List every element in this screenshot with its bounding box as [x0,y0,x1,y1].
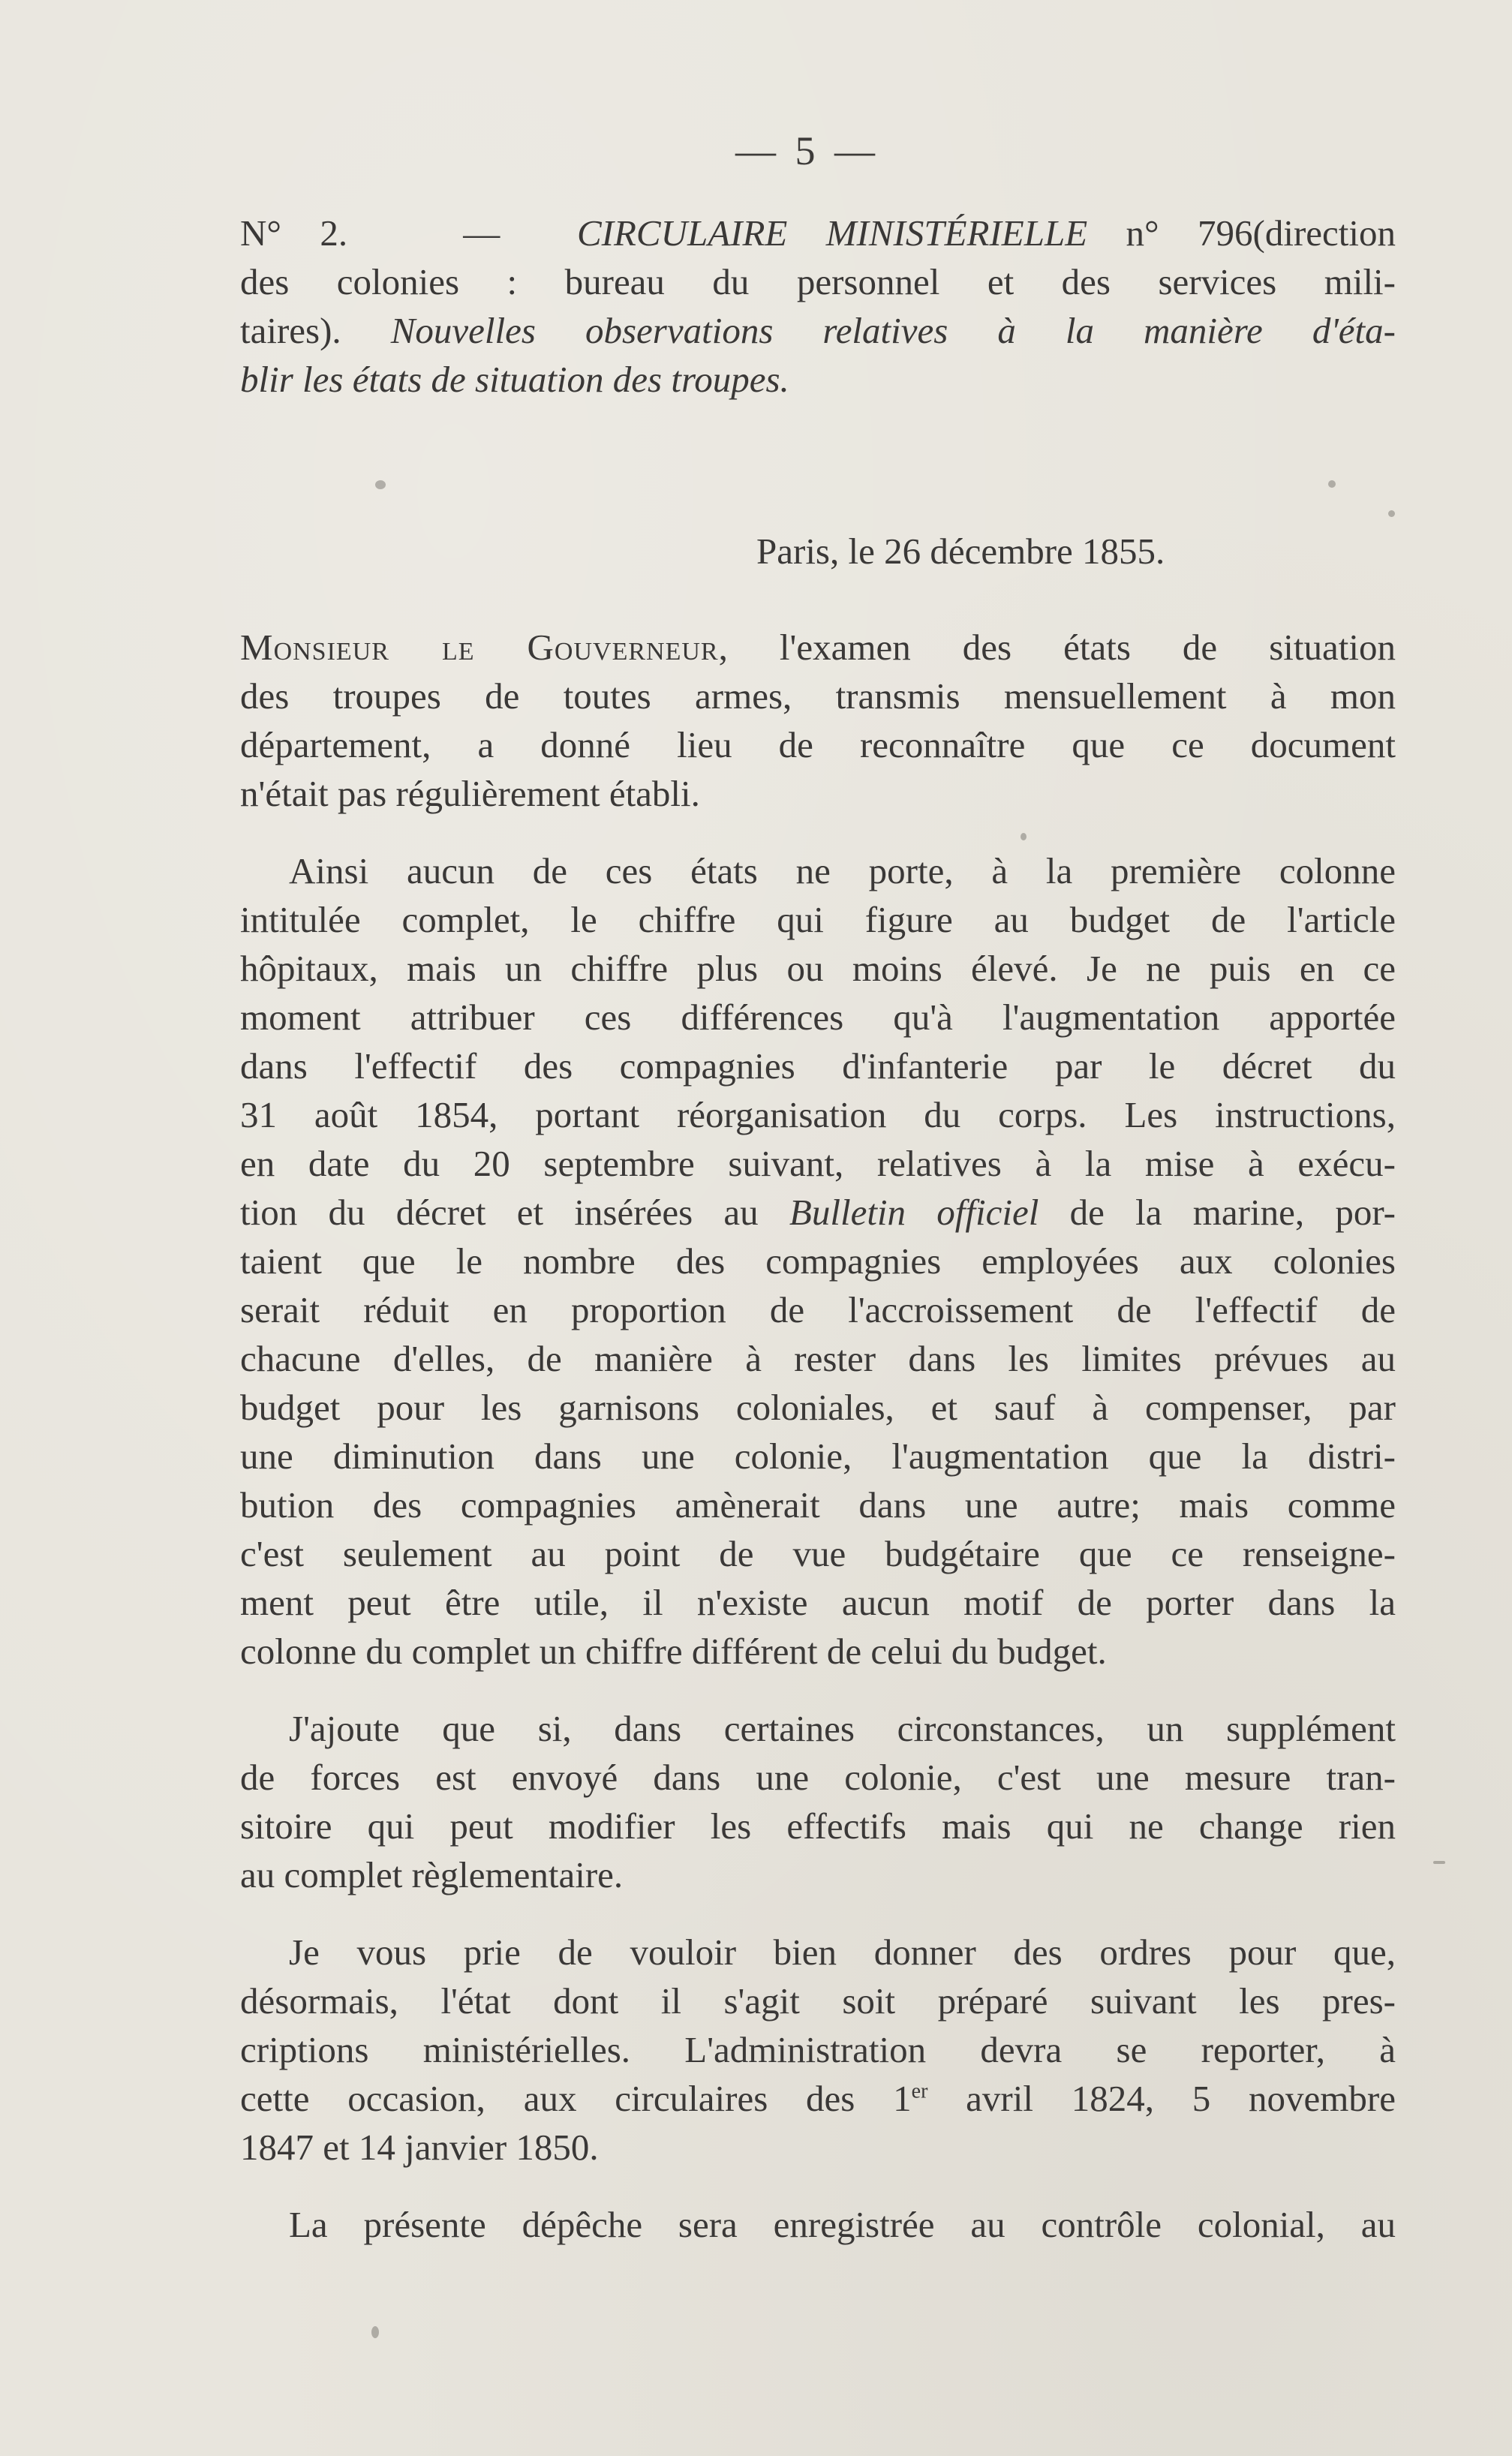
ordinal-superscript: er [911,2079,928,2103]
paragraph-2-line-15: c'est seulement au point de vue budgétaire que ce renseigne- [240,1533,1396,1574]
paragraph-2-line-1: Ainsi aucun de ces états ne porte, à la première colonne [289,850,1396,891]
paper-speck [1328,480,1336,488]
header-line-4: blir les états de situation des troupes. [240,359,789,400]
paragraph-4 [240,1928,1396,2172]
paper-speck [1388,510,1395,517]
paragraph-2-line-2: intitulée complet, le chiffre qui figure au budget de l'article [240,899,1396,940]
paragraph-2-line-9: taient que le nombre des compagnies employées aux colonies [240,1240,1396,1282]
paper-speck [375,480,386,489]
paragraph-2 [240,846,1396,1676]
circular-title: CIRCULAIRE MINISTÉRIELLE [576,212,1088,254]
page-number: — 5 — [735,128,879,173]
paragraph-2-line-14: bution des compagnies amènerait dans une autre; mais comme [240,1484,1396,1526]
paragraph-4-line-1: Je vous prie de vouloir bien donner des ordres pour que, [289,1931,1396,1973]
header-dash: — [463,212,500,254]
salutation: Monsieur le Gouverneur [240,627,719,668]
paragraph-1-line-1: Monsieur le Gouverneur, l'examen des états de situation [240,627,1396,668]
paragraph-2-line-16: ment peut être utile, il n'existe aucun motif de porter dans la [240,1582,1396,1623]
paragraph-4-line-3: criptions ministérielles. L'administration devra se reporter, à [240,2029,1396,2070]
paragraph-1 [240,623,1396,818]
paragraph-3 [240,1704,1396,1899]
document-header [240,209,1396,404]
paragraph-2-line-5: dans l'effectif des compagnies d'infanterie par le décret du [240,1045,1396,1087]
paper-speck [371,2326,379,2338]
paragraph-2-line-13: une diminution dans une colonie, l'augmentation que la distri- [240,1435,1396,1477]
paragraph-2-line-12: budget pour les garnisons coloniales, et sauf à compenser, par [240,1387,1396,1428]
paragraph-4-line-5: 1847 et 14 janvier 1850. [240,2127,599,2168]
paper-speck [1433,1861,1445,1864]
header-line-3: taires). Nouvelles observations relatives à la manière d'éta- [240,310,1396,351]
paragraph-2-line-10: serait réduit en proportion de l'accroissement de l'effectif de [240,1289,1396,1330]
paragraph-4-line-4: cette occasion, aux circulaires des 1er avril 1824, 5 novembre [240,2078,1396,2119]
paragraph-1-line-2: des troupes de toutes armes, transmis mensuellement à mon [240,675,1396,717]
paragraph-2-line-6: 31 août 1854, portant réorganisation du corps. Les instructions, [240,1094,1396,1135]
paragraph-3-line-2: de forces est envoyé dans une colonie, c'est une mesure tran- [240,1757,1396,1798]
letter-body [240,623,1396,2277]
dateline: Paris, le 26 décembre 1855. [756,531,1165,572]
header-line-1 [240,209,1396,257]
paragraph-3-line-1: J'ajoute que si, dans certaines circonstances, un supplément [289,1708,1396,1749]
header-line-2: des colonies : bureau du personnel et des services mili- [240,261,1396,302]
paragraph-2-line-8: tion du décret et insérées au Bulletin officiel de la marine, por- [240,1192,1396,1233]
paper-speck [1021,833,1027,840]
paragraph-2-line-3: hôpitaux, mais un chiffre plus ou moins élevé. Je ne puis en ce [240,948,1396,989]
paragraph-3-line-4: au complet règlementaire. [240,1854,624,1895]
paragraph-5 [240,2200,1396,2249]
paragraph-2-line-4: moment attribuer ces différences qu'à l'augmentation apportée [240,997,1396,1038]
paragraph-2-line-11: chacune d'elles, de manière à rester dans les limites prévues au [240,1338,1396,1379]
paragraph-2-line-7: en date du 20 septembre suivant, relatives à la mise à exécu- [240,1143,1396,1184]
paragraph-4-line-2: désormais, l'état dont il s'agit soit préparé suivant les pres- [240,1980,1396,2022]
bulletin-reference: Bulletin officiel [789,1192,1039,1233]
paragraph-2-line-17: colonne du complet un chiffre différent de celui du budget. [240,1631,1107,1672]
paragraph-1-line-4: n'était pas régulièrement établi. [240,773,700,814]
paragraph-1-line-3: département, a donné lieu de reconnaître que ce document [240,724,1396,765]
paragraph-3-line-3: sitoire qui peut modifier les effectifs mais qui ne change rien [240,1805,1396,1847]
circular-reference: n° 796 [1126,212,1253,254]
circular-number: N° 2. [240,212,348,254]
header-line-1-tail: (direction [1252,212,1396,254]
paragraph-5-line-1: La présente dépêche sera enregistrée au contrôle colonial, au [289,2204,1396,2245]
